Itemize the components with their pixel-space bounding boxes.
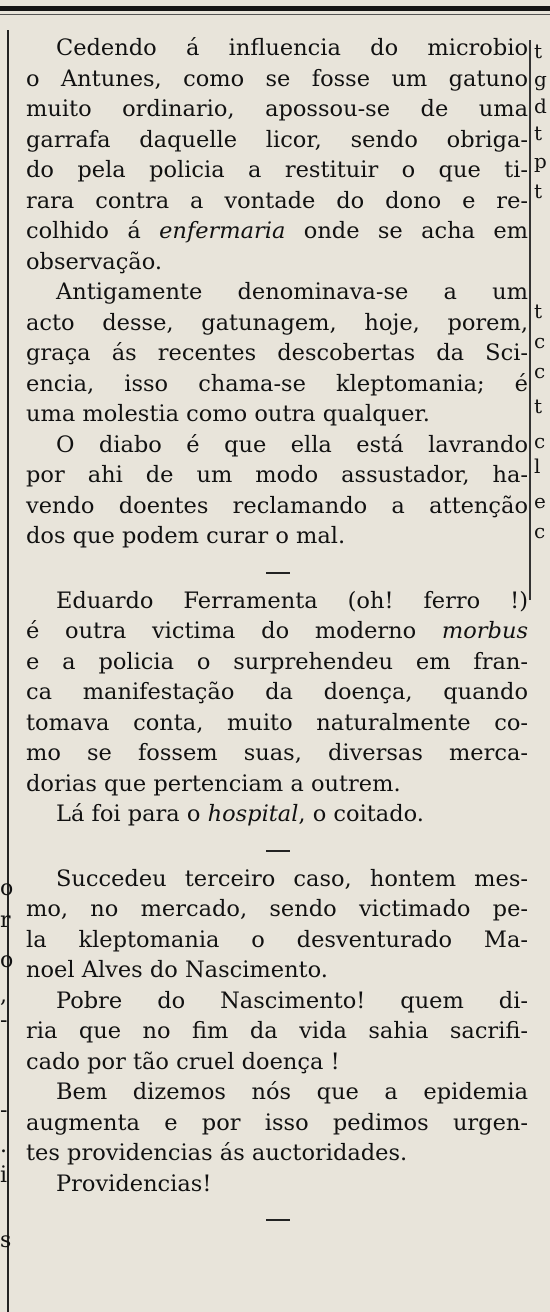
text-segment: , o coitado.	[298, 801, 424, 827]
text-segment: onde se acha em	[285, 218, 528, 244]
text-line	[26, 1047, 528, 1078]
text-line	[26, 1108, 528, 1139]
paragraph	[26, 430, 528, 552]
right-fragment: c	[534, 359, 546, 383]
right-fragment: l	[534, 454, 541, 478]
text-segment: observação.	[26, 248, 163, 275]
right-fragment: t	[534, 121, 543, 145]
text-segment: ca manifestação da doença, quando	[26, 679, 528, 705]
text-segment: do pela policia a restituir o que ti-	[26, 157, 528, 183]
text-segment: la kleptomania o desventurado Ma-	[26, 926, 528, 953]
text-segment: graça ás recentes descobertas da Sci-	[26, 340, 528, 366]
text-segment: ria que no fim da vida sahia sacrifi-	[26, 1018, 528, 1044]
paragraph	[26, 799, 528, 830]
text-segment: e a policia o surprehendeu em fran-	[26, 648, 528, 675]
text-line	[26, 769, 528, 800]
text-line	[26, 738, 528, 769]
section-divider	[26, 830, 528, 864]
paragraph	[26, 986, 528, 1078]
text-segment: noel Alves do Nascimento.	[26, 957, 328, 983]
right-fragment: c	[534, 329, 546, 353]
text-segment: O diabo é que ella está lavrando	[56, 431, 528, 458]
text-line	[26, 216, 528, 247]
text-segment: garrafa daquelle licor, sendo obriga-	[26, 126, 528, 153]
text-segment: encia, isso chama-se kleptomania; é	[26, 370, 528, 397]
text-line	[26, 647, 528, 678]
text-line	[26, 616, 528, 647]
paragraph	[26, 586, 528, 800]
top-rule	[0, 6, 550, 11]
left-fragment: ,	[0, 983, 7, 1008]
section-divider	[26, 552, 528, 586]
right-fragment: g	[534, 67, 547, 91]
text-segment: mo, no mercado, sendo victimado pe-	[26, 896, 528, 922]
text-segment: cado por tão cruel doença !	[26, 1048, 340, 1075]
newspaper-column	[26, 33, 528, 1233]
left-fragment: s	[0, 1228, 12, 1253]
right-fragment: p	[534, 149, 547, 173]
text-line	[26, 155, 528, 186]
text-segment: tomava conta, muito naturalmente co-	[26, 709, 528, 736]
text-line	[26, 186, 528, 217]
text-segment: Cedendo á influencia do microbio	[56, 35, 528, 61]
left-column-fragments	[0, 0, 14, 1312]
text-segment: vendo doentes reclamando a attenção	[26, 492, 528, 519]
text-line	[26, 1169, 528, 1200]
text-line	[26, 369, 528, 400]
left-fragment: .	[0, 1133, 7, 1158]
text-line	[26, 338, 528, 369]
text-segment: Lá foi para o	[56, 801, 208, 827]
italic-word: hospital	[207, 801, 299, 827]
text-line	[26, 864, 528, 895]
text-segment: colhido á	[26, 218, 160, 244]
text-segment: Bem dizemos nós que a epidemia	[56, 1079, 528, 1105]
text-line	[26, 308, 528, 339]
text-line	[26, 125, 528, 156]
text-segment: dorias que pertenciam a outrem.	[26, 770, 401, 797]
section-divider	[26, 1199, 528, 1233]
left-fragment: -	[0, 1008, 8, 1033]
text-segment: uma molestia como outra qualquer.	[26, 401, 430, 427]
text-line	[26, 460, 528, 491]
text-segment: Succedeu terceiro caso, hontem mes-	[56, 865, 528, 892]
text-line	[26, 677, 528, 708]
right-fragment: t	[534, 39, 543, 63]
text-line	[26, 64, 528, 95]
paragraph	[26, 277, 528, 430]
text-segment: Providencias!	[56, 1170, 212, 1197]
text-segment: o Antunes, como se fosse um gatuno	[26, 65, 528, 92]
text-line	[26, 277, 528, 308]
text-line	[26, 955, 528, 986]
right-fragment: t	[534, 299, 543, 323]
italic-word: enfermaria	[159, 218, 286, 244]
text-line	[26, 1138, 528, 1169]
text-segment: Eduardo Ferramenta (oh! ferro !)	[56, 587, 528, 614]
text-segment: Antigamente denominava-se a um	[56, 279, 528, 305]
text-segment: dos que podem curar o mal.	[26, 523, 346, 549]
right-fragment: e	[534, 489, 546, 513]
right-column-rule	[529, 40, 531, 600]
text-segment: por ahi de um modo assustador, ha-	[26, 462, 528, 488]
text-line	[26, 430, 528, 461]
text-line	[26, 399, 528, 430]
text-line	[26, 925, 528, 956]
text-segment: augmenta e por isso pedimos urgen-	[26, 1109, 528, 1136]
text-line	[26, 799, 528, 830]
top-rule-thin	[0, 14, 550, 15]
text-segment: é outra victima do moderno	[26, 618, 442, 644]
text-line	[26, 247, 528, 278]
paragraph	[26, 33, 528, 277]
paragraph	[26, 864, 528, 986]
text-segment: muito ordinario, apossou-se de uma	[26, 96, 528, 122]
text-segment: acto desse, gatunagem, hoje, porem,	[26, 309, 528, 336]
text-line	[26, 1077, 528, 1108]
text-segment: rara contra a vontade do dono e re-	[26, 187, 528, 214]
text-line	[26, 33, 528, 64]
text-segment: tes providencias ás auctoridades.	[26, 1140, 408, 1166]
left-fragment: o	[0, 876, 14, 901]
text-line	[26, 586, 528, 617]
left-fragment: -	[0, 1098, 8, 1123]
left-fragment: r	[0, 908, 11, 933]
left-fragment: i	[0, 1163, 8, 1188]
text-line	[26, 986, 528, 1017]
text-line	[26, 94, 528, 125]
right-fragment: d	[534, 94, 547, 118]
text-line	[26, 1016, 528, 1047]
right-fragment: c	[534, 429, 546, 453]
right-fragment: t	[534, 394, 543, 418]
text-line	[26, 491, 528, 522]
text-line	[26, 521, 528, 552]
left-fragment: o	[0, 948, 14, 973]
italic-word: morbus	[441, 618, 528, 644]
text-segment: mo se fossem suas, diversas merca-	[26, 740, 528, 766]
paragraph	[26, 1077, 528, 1169]
text-line	[26, 894, 528, 925]
right-fragment: t	[534, 179, 543, 203]
paragraph	[26, 1169, 528, 1200]
right-column-fragments	[534, 0, 550, 1312]
text-line	[26, 708, 528, 739]
text-segment: Pobre do Nascimento! quem di-	[56, 987, 528, 1014]
right-fragment: c	[534, 519, 546, 543]
